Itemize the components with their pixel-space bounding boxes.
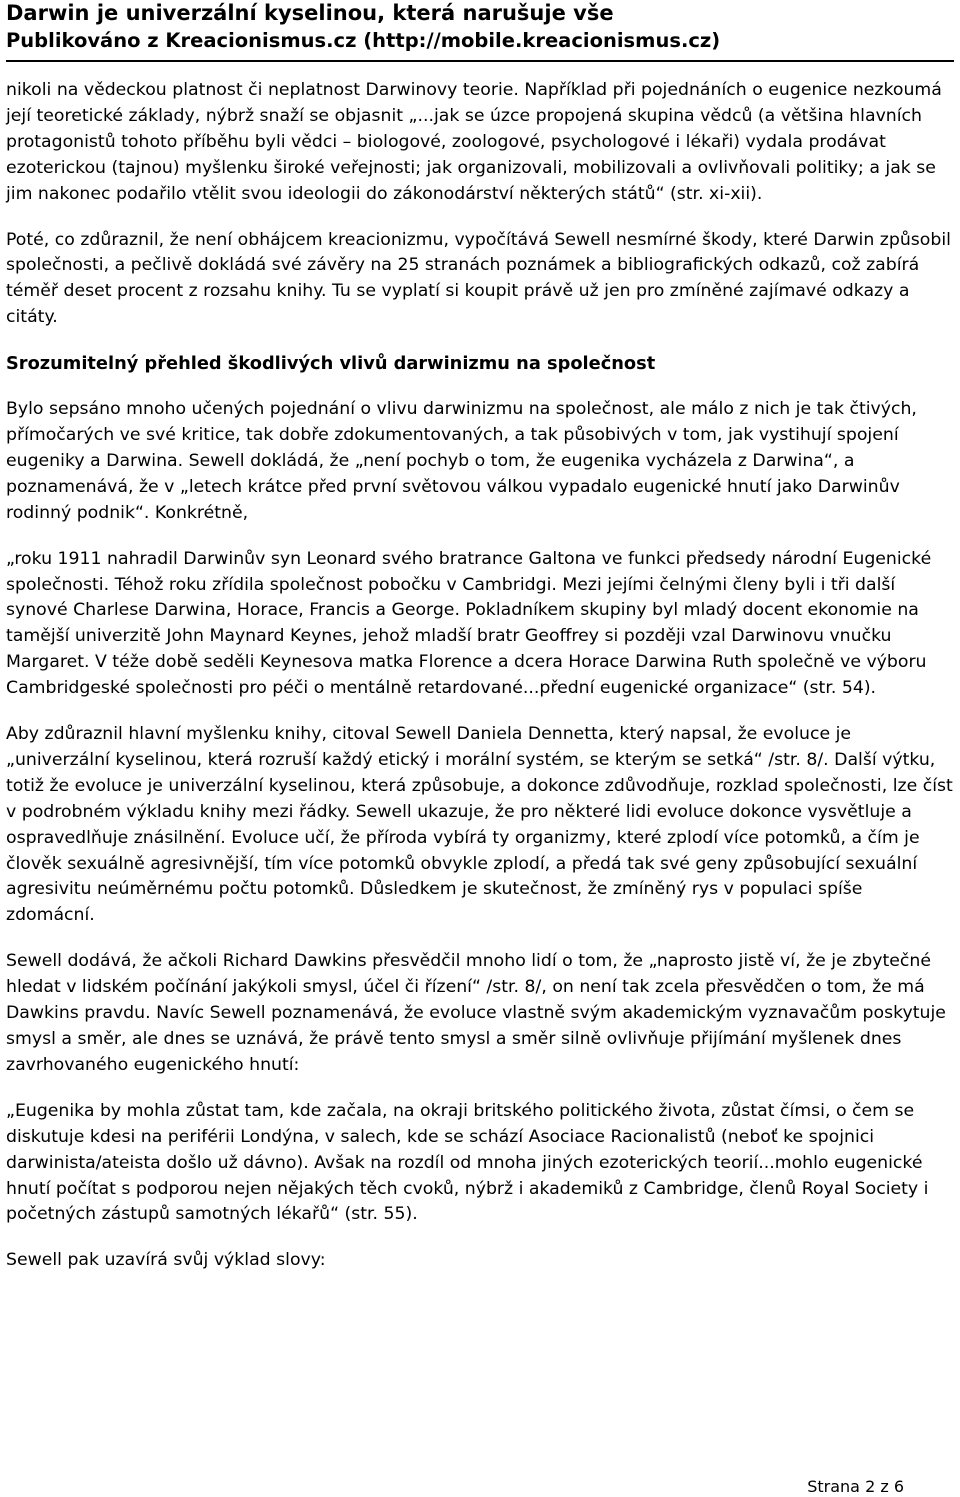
paragraph: nikoli na vědeckou platnost či neplatnost Darwinovy teorie. Například při pojednáních o eugenice nezkoumá její teoretické základy, nýbrž snaží se objasnit „...jak se úzce propojená skupina vědců (a většina hlavních protagonistů tohoto příběhu byli vědci – biologové, zoologové, psychologové i lékaři) vydala prodávat ezoterickou (tajnou) myšlenku široké veřejnosti; jak organizovali, mobilizovali a ovlivňovali politiky; a jak se jim nakonec podařilo vtělit svou ideologii do zákonodárství některých států“ (str. xi-xii). xyxy=(6,80,942,204)
quote-paragraph: „Eugenika by mohla zůstat tam, kde začala, na okraji britského politického života, zůstat čímsi, o čem se diskutuje kdesi na periférii Londýna, v salech, kde se schází Asociace Racionalistů (neboť ke spojnici darwinista/ateista došlo už dávno). Avšak na rozdíl od mnoha jiných ezoterických teorií...mohlo eugenické hnutí počítat s podporou nejen nějakých těch cvoků, nýbrž i akademiků z Cambridge, členů Royal Society i početných zástupů samotných lékařů“ (str. 55). xyxy=(6,1100,929,1225)
page-number: Strana 2 z 6 xyxy=(807,1477,904,1496)
paragraph: Poté, co zdůraznil, že není obhájcem kreacionizmu, vypočítává Sewell nesmírné škody, které Darwin způsobil společnosti, a pečlivě dokládá své závěry na 25 stranách poznámek a bibliografických odkazů, což zabírá téměř deset procent z rozsahu knihy. Tu se vyplatí si koupit právě už jen pro zmíněné zajímavé odkazy a citáty. xyxy=(6,229,951,328)
article-body xyxy=(6,78,954,1294)
section-heading: Srozumitelný přehled škodlivých vlivů darwinizmu na společnost xyxy=(6,353,656,375)
paragraph: Bylo sepsáno mnoho učených pojednání o vlivu darwinizmu na společnost, ale málo z nich je tak čtivých, přímočarých ve své kritice, tak dobře zdokumentovaných, a tak působivých v tom, jak vystihují spojení eugeniky a Darwina. Sewell dokládá, že „není pochyb o tom, že eugenika vycházela z Darwina“, a poznamenává, že v „letech krátce před první světovou válkou vypadalo eugenické hnutí jako Darwinův rodinný podnik“. Konkrétně, xyxy=(6,399,917,523)
paragraph: Sewell dodává, že ačkoli Richard Dawkins přesvědčil mnoho lidí o tom, že „naprosto jistě ví, že je zbytečné hledat v lidském počínání jakýkoli smysl, účel či řízení“ /str. 8/, on není tak zcela přesvědčen o tom, že má Dawkins pravdu. Navíc Sewell poznamenává, že evoluce vlastně svým akademickým vyznavačům poskytuje smysl a směr, ale dnes se uznává, že právě tento smysl a směr silně ovlivňuje přijímání myšlenek dnes zavrhovaného eugenického hnutí: xyxy=(6,951,946,1075)
paragraph: Sewell pak uzavírá svůj výklad slovy: xyxy=(6,1250,326,1271)
article-title: Darwin je univerzální kyselinou, která narušuje vše xyxy=(6,1,614,25)
source-line: Publikováno z Kreacionismus.cz (http://mobile.kreacionismus.cz) xyxy=(6,29,721,52)
page-header xyxy=(6,0,954,62)
paragraph: Aby zdůraznil hlavní myšlenku knihy, citoval Sewell Daniela Dennetta, který napsal, že evoluce je „univerzální kyselinou, která rozruší každý etický i morální systém, se kterým se setká“ /str. 8/. Další výtku, totiž že evoluce je univerzální kyselinou, která způsobuje, a dokonce zdůvodňuje, rozklad společnosti, lze číst v podrobném výkladu knihy mezi řádky. Sewell ukazuje, že pro některé lidi evoluce dokonce vysvětluje a ospravedlňuje znásilnění. Evoluce učí, že příroda vybírá ty organizmy, které zplodí více potomků, a čím je člověk sexuálně agresivnější, tím více potomků obvykle zplodí, a předá tak své geny způsobující sexuální agresivitu neúměrnému počtu potomků. Důsledkem je skutečnost, že zmíněný rys v populaci spíše zdomácní. xyxy=(6,724,953,926)
quote-paragraph: „roku 1911 nahradil Darwinův syn Leonard svého bratrance Galtona ve funkci předsedy národní Eugenické společnosti. Téhož roku zřídila společnost pobočku v Cambridgi. Mezi jejími čelnými členy byli i tři další synové Charlese Darwina, Horace, Francis a George. Pokladníkem skupiny byl mladý docent ekonomie na tamější univerzitě John Maynard Keynes, jehož mladší bratr Geoffrey si později vzal Darwinovu vnučku Margaret. V téže době seděli Keynesova matka Florence a dcera Horace Darwina Ruth společně ve výboru Cambridgeské společnosti pro péči o mentálně retardované...přední eugenické organizace“ (str. 54). xyxy=(6,548,932,699)
